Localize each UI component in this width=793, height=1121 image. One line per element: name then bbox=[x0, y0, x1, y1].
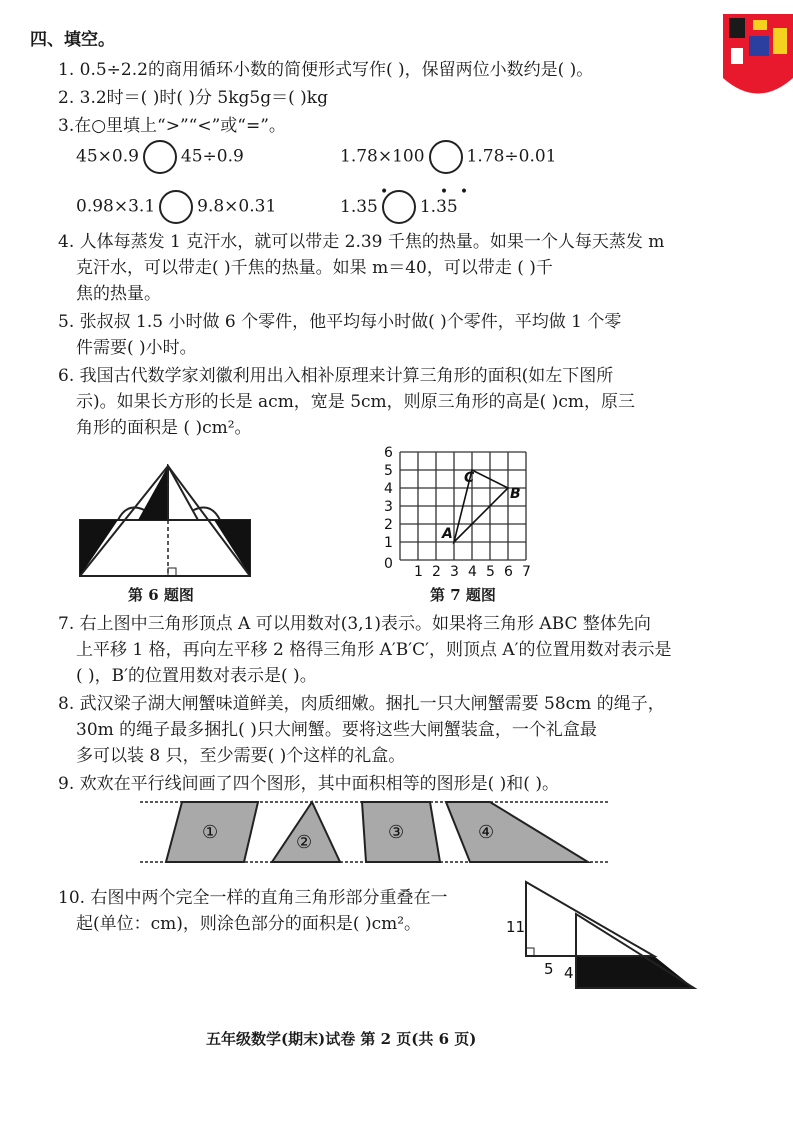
x-tick: 2 bbox=[432, 564, 441, 580]
question-6-line3: 角形的面积是 ( )cm²。 bbox=[76, 418, 252, 438]
shape-label-2: ② bbox=[296, 832, 313, 853]
y-tick: 6 bbox=[384, 445, 393, 461]
repeating-decimal-right: 1.35 • • bbox=[419, 183, 469, 217]
compare-row-1b bbox=[340, 140, 557, 174]
question-2: 2. 3.2时＝( )时( )分 5kg5g＝( )kg bbox=[58, 88, 328, 108]
shape-label-4: ④ bbox=[478, 822, 495, 843]
x-tick: 1 bbox=[414, 564, 423, 580]
question-8-line2: 30m 的绳子最多捆扎( )只大闸蟹。要将这些大闸蟹装盒，一个礼盒最 bbox=[76, 720, 597, 740]
y-tick: 0 bbox=[384, 556, 393, 572]
expr-right: 45÷0.9 bbox=[180, 146, 244, 167]
point-label-a: A bbox=[442, 526, 453, 542]
question-6-line1: 6. 我国古代数学家刘徽利用出入相补原理来计算三角形的面积(如左下图所 bbox=[58, 366, 614, 386]
y-tick: 3 bbox=[384, 499, 393, 515]
figure-9-parallel-shapes bbox=[140, 796, 610, 868]
repeating-decimal-left: 1.35 • bbox=[340, 183, 389, 217]
section-title: 四、填空。 bbox=[30, 30, 115, 50]
label-bottom: 5 bbox=[544, 960, 554, 978]
compare-row-1a bbox=[76, 140, 244, 174]
question-10-line2: 起(单位：cm)，则涂色部分的面积是( )cm²。 bbox=[76, 914, 422, 934]
compare-row-2a bbox=[76, 190, 276, 224]
compare-circle[interactable] bbox=[143, 140, 177, 174]
x-tick: 5 bbox=[486, 564, 495, 580]
expr-left: 45×0.9 bbox=[76, 146, 139, 167]
figure-6-triangle-rectangle bbox=[78, 464, 258, 580]
question-1: 1. 0.5÷2.2的商用循环小数的简便形式写作( )，保留两位小数约是( )。 bbox=[58, 60, 594, 80]
question-5-line2: 件需要( )小时。 bbox=[76, 338, 197, 358]
page-footer: 五年级数学(期末)试卷 第 2 页(共 6 页) bbox=[206, 1030, 477, 1048]
y-tick: 1 bbox=[384, 535, 393, 551]
question-4-line3: 焦的热量。 bbox=[76, 284, 161, 304]
x-tick: 7 bbox=[522, 564, 531, 580]
corner-decoration-logo bbox=[723, 14, 793, 94]
expr-left: 0.98×3.1 bbox=[76, 196, 156, 217]
question-5-line1: 5. 张叔叔 1.5 小时做 6 个零件，他平均每小时做( )个零件，平均做 1 个零 bbox=[58, 312, 622, 332]
question-8-line3: 多可以装 8 只，至少需要( )个这样的礼盒。 bbox=[76, 746, 406, 766]
x-tick: 4 bbox=[468, 564, 477, 580]
expr-right: 1.78÷0.01 bbox=[466, 146, 557, 167]
x-tick: 6 bbox=[504, 564, 513, 580]
compare-circle[interactable] bbox=[159, 190, 193, 224]
compare-row-2b bbox=[340, 183, 469, 224]
question-10-line1: 10. 右图中两个完全一样的直角三角形部分重叠在一 bbox=[58, 888, 448, 908]
point-label-c: C bbox=[464, 470, 475, 486]
question-3: 3.在○里填上“>”“<”或“=”。 bbox=[58, 116, 286, 136]
label-side: 4 bbox=[564, 964, 574, 982]
figure-7-caption: 第 7 题图 bbox=[430, 586, 496, 604]
question-7-line2: 上平移 1 格，再向左平移 2 格得三角形 A′B′C′，则顶点 A′的位置用数对表示是 bbox=[76, 640, 672, 660]
figure-7-grid bbox=[380, 440, 550, 580]
label-height: 11 bbox=[506, 918, 526, 936]
y-tick: 4 bbox=[384, 481, 393, 497]
question-6-line2: 示)。如果长方形的长是 acm，宽是 5cm，则原三角形的高是( )cm，原三 bbox=[76, 392, 635, 412]
y-tick: 2 bbox=[384, 517, 393, 533]
figure-6-caption: 第 6 题图 bbox=[128, 586, 194, 604]
question-7-line3: ( )，B′的位置用数对表示是( )。 bbox=[76, 666, 317, 686]
question-8-line1: 8. 武汉梁子湖大闸蟹味道鲜美，肉质细嫩。捆扎一只大闸蟹需要 58cm 的绳子， bbox=[58, 694, 665, 714]
question-4-line2: 克汗水，可以带走( )千焦的热量。如果 m＝40，可以带走 ( )千 bbox=[76, 258, 553, 278]
shape-label-3: ③ bbox=[388, 822, 405, 843]
x-tick: 3 bbox=[450, 564, 459, 580]
question-9: 9. 欢欢在平行线间画了四个图形，其中面积相等的图形是( )和( )。 bbox=[58, 774, 559, 794]
shape-label-1: ① bbox=[202, 822, 219, 843]
question-7-line1: 7. 右上图中三角形顶点 A 可以用数对(3,1)表示。如果将三角形 ABC 整体先向 bbox=[58, 614, 651, 634]
point-label-b: B bbox=[510, 486, 521, 502]
question-4-line1: 4. 人体每蒸发 1 克汗水，就可以带走 2.39 千焦的热量。如果一个人每天蒸发 m bbox=[58, 232, 665, 252]
figure-10-overlapping-triangles bbox=[498, 878, 708, 994]
expr-right: 9.8×0.31 bbox=[197, 196, 277, 217]
y-tick: 5 bbox=[384, 463, 393, 479]
compare-circle[interactable] bbox=[429, 140, 463, 174]
expr-left: 1.78×100 bbox=[340, 146, 425, 167]
